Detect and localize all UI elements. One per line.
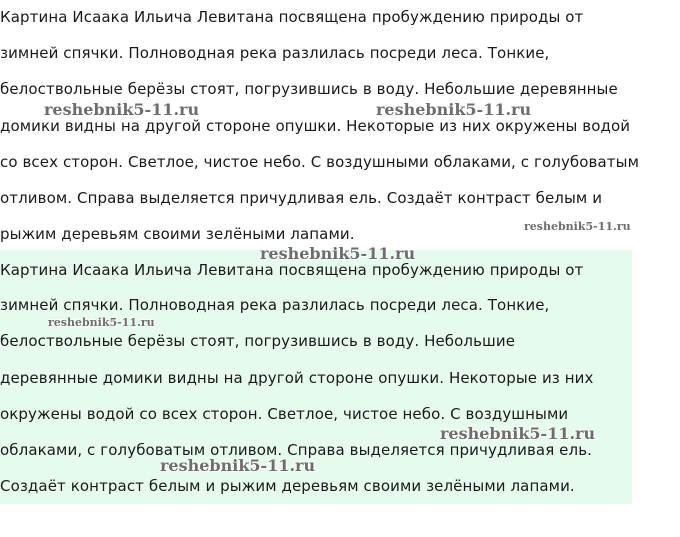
paragraph-line: белоствольные берёзы стоят, погрузившись в воду. Небольшие деревянные (0, 80, 618, 98)
watermark-text: reshebnik5-11.ru (48, 316, 155, 329)
paragraph-line: Создаёт контраст белым и рыжим деревьям своими зелёными лапами. (0, 477, 575, 495)
watermark-text: reshebnik5-11.ru (524, 220, 631, 233)
watermark-text: reshebnik5-11.ru (160, 456, 316, 475)
paragraph-line: зимней спячки. Полноводная река разлилась посреди леса. Тонкие, (0, 296, 550, 314)
paragraph-line: со всех сторон. Светлое, чистое небо. С воздушными облаками, с голубоватым (0, 153, 639, 171)
paragraph-line: рыжим деревьям своими зелёными лапами. (0, 225, 355, 243)
paragraph-line: деревянные домики видны на другой стороне опушки. Некоторые из них (0, 369, 594, 387)
paragraph-line: отливом. Справа выделяется причудливая ель. Создаёт контраст белым и (0, 189, 603, 207)
paragraph-line: белоствольные берёзы стоят, погрузившись в воду. Небольшие (0, 332, 516, 350)
paragraph-line: Картина Исаака Ильича Левитана посвящена пробуждению природы от (0, 261, 584, 279)
paragraph-line: домики видны на другой стороне опушки. Некоторые из них окружены водой (0, 117, 631, 135)
paragraph-line: Картина Исаака Ильича Левитана посвящена пробуждению природы от (0, 8, 584, 26)
paragraph-line: облаками, с голубоватым отливом. Справа выделяется причудливая ель. (0, 441, 593, 459)
paragraph-line: окружены водой со всех сторон. Светлое, чистое небо. С воздушными (0, 405, 569, 423)
watermark-text: reshebnik5-11.ru (440, 424, 596, 443)
paragraph-line: зимней спячки. Полноводная река разлилась посреди леса. Тонкие, (0, 44, 550, 62)
watermark-text: reshebnik5-11.ru (260, 244, 416, 263)
paragraph-highlighted (0, 250, 632, 504)
watermark-text: reshebnik5-11.ru (44, 100, 200, 119)
watermark-text: reshebnik5-11.ru (376, 100, 532, 119)
